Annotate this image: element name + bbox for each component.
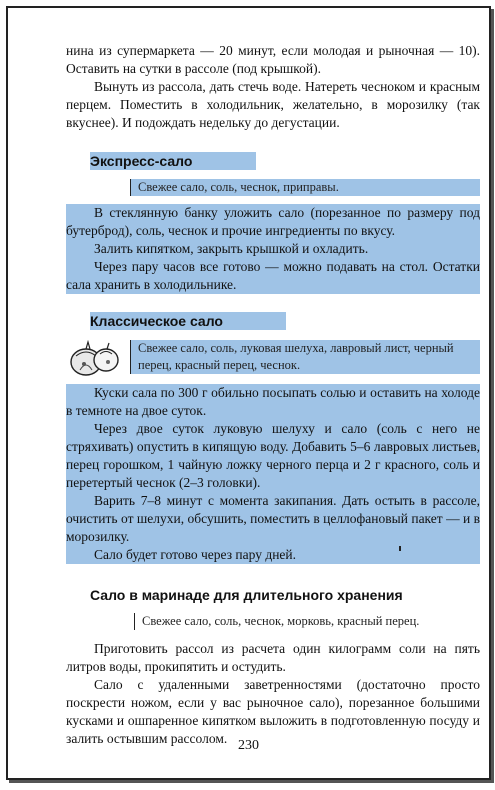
classic-body	[66, 384, 480, 564]
section-title-marinade: Сало в маринаде для длительного хранения	[90, 587, 403, 603]
express-ingredients: Свежее сало, соль, чеснок, приправы.	[130, 179, 480, 196]
book-page	[6, 6, 491, 780]
classic-paragraph-2: Через двое суток луковую шелуху и сало (соль с него не стряхивать) опустить в кипящую воду. Добавить 5–6 лавровых листьев, перец горошком, 1 чайную ложку черного перца и 2 г красного, соль и перетертый чеснок (2–3 головки).	[66, 421, 480, 490]
classic-ingredients-box	[130, 340, 480, 374]
express-paragraph-1: В стеклянную банку уложить сало (порезанное по размеру под бутерброд), соль, чеснок и прочие ингредиенты по вкусу.	[66, 205, 480, 238]
intro-paragraph-1: нина из супермаркета — 20 минут, если молодая и рыночная — 10). Оставить на сутки в рассоле (под крышкой).	[66, 43, 480, 76]
marinade-body	[66, 640, 480, 748]
scan-speck	[399, 546, 401, 551]
marinade-paragraph-2: Сало с удаленными заветренностями (достаточно просто поскрести ножом, если у вас рыночное сало), порезанное большими кусками и ошпаренное кипятком выложить в подготовленную посуду и залить остывшим рассолом.	[66, 677, 480, 746]
section-title-express: Экспресс-сало	[90, 152, 256, 170]
express-paragraph-2: Залить кипятком, закрыть крышкой и охладить.	[94, 241, 369, 256]
marinade-ingredients: Свежее сало, соль, чеснок, морковь, красный перец.	[134, 613, 480, 630]
page-number: 230	[238, 738, 259, 753]
page-content	[66, 42, 480, 748]
classic-ingredients: Свежее сало, соль, луковая шелуха, лавровый лист, черный перец, красный перец, чеснок.	[130, 340, 480, 374]
section-title-classic: Классическое сало	[90, 312, 286, 330]
marinade-paragraph-1: Приготовить рассол из расчета один килограмм соли на пять литров воды, прокипятить и остудить.	[66, 641, 480, 674]
classic-paragraph-4: Сало будет готово через пару дней.	[94, 547, 297, 562]
marinade-ingredients-wrap	[134, 613, 480, 630]
intro-paragraph-2: Вынуть из рассола, дать стечь воде. Натереть чесноком и красным перцем. Поместить в холодильник, желательно, в морозилку (так вкуснее). И подождать недельку до дегустации.	[66, 79, 480, 130]
classic-paragraph-1: Куски сала по 300 г обильно посыпать солью и оставить на холоде в темноте на двое суток.	[66, 385, 480, 418]
classic-ingredients-wrap	[66, 340, 480, 376]
classic-paragraph-3: Варить 7–8 минут с момента закипания. Дать остыть в рассоле, очистить от шелухи, обсушить, поместить в целлофановый пакет — и в морозилку.	[66, 493, 480, 544]
express-ingredients-wrap	[130, 179, 480, 196]
garlic-icon	[66, 340, 122, 378]
express-paragraph-3: Через пару часов все готово — можно подавать на стол. Остатки сала хранить в холодильнике.	[66, 259, 480, 292]
express-body	[66, 204, 480, 294]
